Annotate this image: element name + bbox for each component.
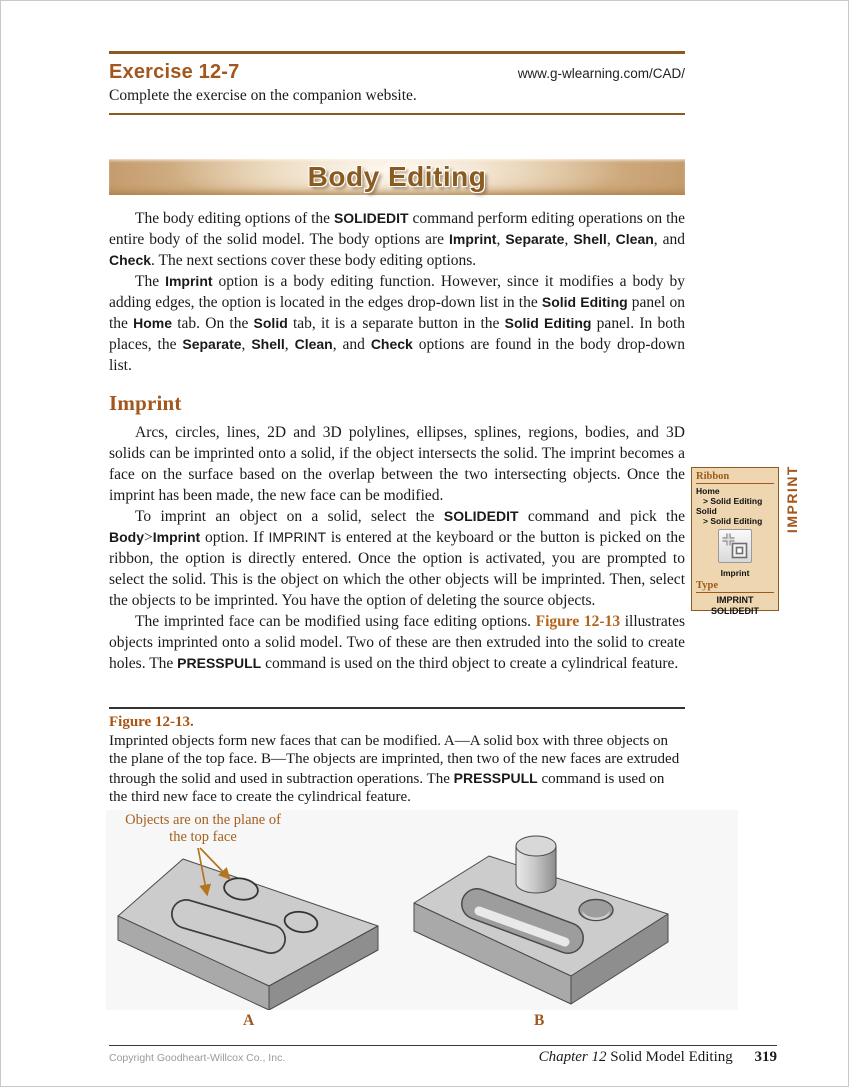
paragraph-body-editing-2: The Imprint option is a body editing function. However, since it modifies a body by adding edges, the option is located in the edges drop-down list in the Solid Editing panel on the Home tab. On the Solid tab, it is a separate button in the Solid Editing panel. In both places, the Separate, Shell, Clean, and Check options are found in the body drop-down list. [109, 273, 685, 374]
nested-squares-icon [733, 544, 747, 558]
footer-copyright: Copyright Goodheart-Willcox Co., Inc. [109, 1052, 286, 1064]
imprint-button-icon [719, 530, 751, 562]
exercise-url-link[interactable]: www.g-wlearning.com/CAD/ [517, 66, 685, 81]
type-command-imprint: IMPRINT [716, 595, 754, 605]
paragraph-imprint-3: The imprinted face can be modified using face editing options. Figure 12-13 illustrates objects imprinted onto a solid model. Two of these are then extruded into the solid to create holes. The PRESSPULL command is used on the third object to create a cylindrical feature. [109, 613, 685, 672]
ribbon-item-solid: Solid [696, 506, 717, 516]
ribbon-item-home: Home [696, 486, 720, 496]
type-header: Type [696, 580, 774, 593]
imprint-button[interactable] [718, 529, 752, 563]
footer-chapter-title: Solid Model Editing [610, 1049, 733, 1065]
figure-label-a: A [243, 1011, 255, 1029]
figure-caption-rule [109, 707, 685, 709]
footer-page-number: 319 [754, 1049, 777, 1065]
ribbon-item-home-sub: > Solid Editing [703, 496, 763, 506]
section-banner-title: Body Editing [307, 161, 487, 192]
page-footer [109, 1045, 777, 1066]
ribbon-reference-box [691, 467, 779, 616]
exercise-title: Exercise 12-7 [109, 61, 240, 83]
imprint-side-tab: IMPRINT [784, 465, 800, 534]
imprint-section-heading: Imprint [109, 391, 182, 415]
footer-chapter-info [539, 1049, 777, 1066]
ribbon-header: Ribbon [696, 471, 774, 484]
main-column [109, 1, 685, 1032]
section-banner [109, 159, 685, 195]
paragraph-body-editing-1: The body editing options of the SOLIDEDIT command perform editing operations on the entire body of the solid model. The body options are Imprint, Separate, Shell, Clean, and Check. The next sections cover these body editing options. [109, 210, 686, 269]
exercise-instruction: Complete the exercise on the companion website. [109, 87, 417, 104]
solid-a-drawing [118, 859, 378, 1010]
paragraph-imprint-1: Arcs, circles, lines, 2D and 3D polylines, ellipses, splines, regions, bodies, and 3D solids can be imprinted onto a solid, if the object intersects the solid. The imprint becomes a face on the surface based on the overlap between the two intersecting objects. Once the imprint has been made, the new face can be modified. [109, 424, 685, 504]
exercise-header-row [109, 61, 685, 84]
figure-block [109, 707, 685, 1032]
imprint-button-label: Imprint [720, 568, 750, 578]
exercise-rule-top [109, 51, 685, 54]
exercise-rule-bottom [109, 113, 685, 115]
figure-caption-label: Figure 12-13. [109, 713, 194, 730]
paragraph-imprint-2: To imprint an object on a solid, select the SOLIDEDIT command and pick the Body>Imprint option. If IMPRINT is entered at the keyboard or the button is picked on the ribbon, the option is directly entered. Once the option is activated, you are prompted to select the solid. This is the object on which the other objects will be imprinted. Then, select the objects to be imprinted. You have the option of deleting the source objects. [109, 508, 686, 609]
figure-annotation: Objects are on the plane of the top face [125, 811, 281, 845]
footer-chapter-label: Chapter 12 [538, 1049, 607, 1065]
solid-b-drawing [414, 836, 668, 1004]
type-command-solidedit: SOLIDEDIT [710, 606, 759, 616]
figure-panel [106, 810, 738, 1010]
ribbon-item-solid-sub: > Solid Editing [703, 516, 763, 526]
figure-caption-text: Imprinted objects form new faces that can be modified. A—A solid box with three objects on the plane of the top face. B—The objects are imprinted, then two of the new faces are extruded through the solid and used in subtraction operations. The PRESSPULL command is used on the third new face to create the cylindrical feature. [109, 732, 680, 805]
figure-labels-row [106, 1010, 738, 1032]
exercise-block [109, 51, 685, 115]
imprint-button-wrap [696, 529, 774, 578]
figure-label-b: B [534, 1011, 545, 1029]
